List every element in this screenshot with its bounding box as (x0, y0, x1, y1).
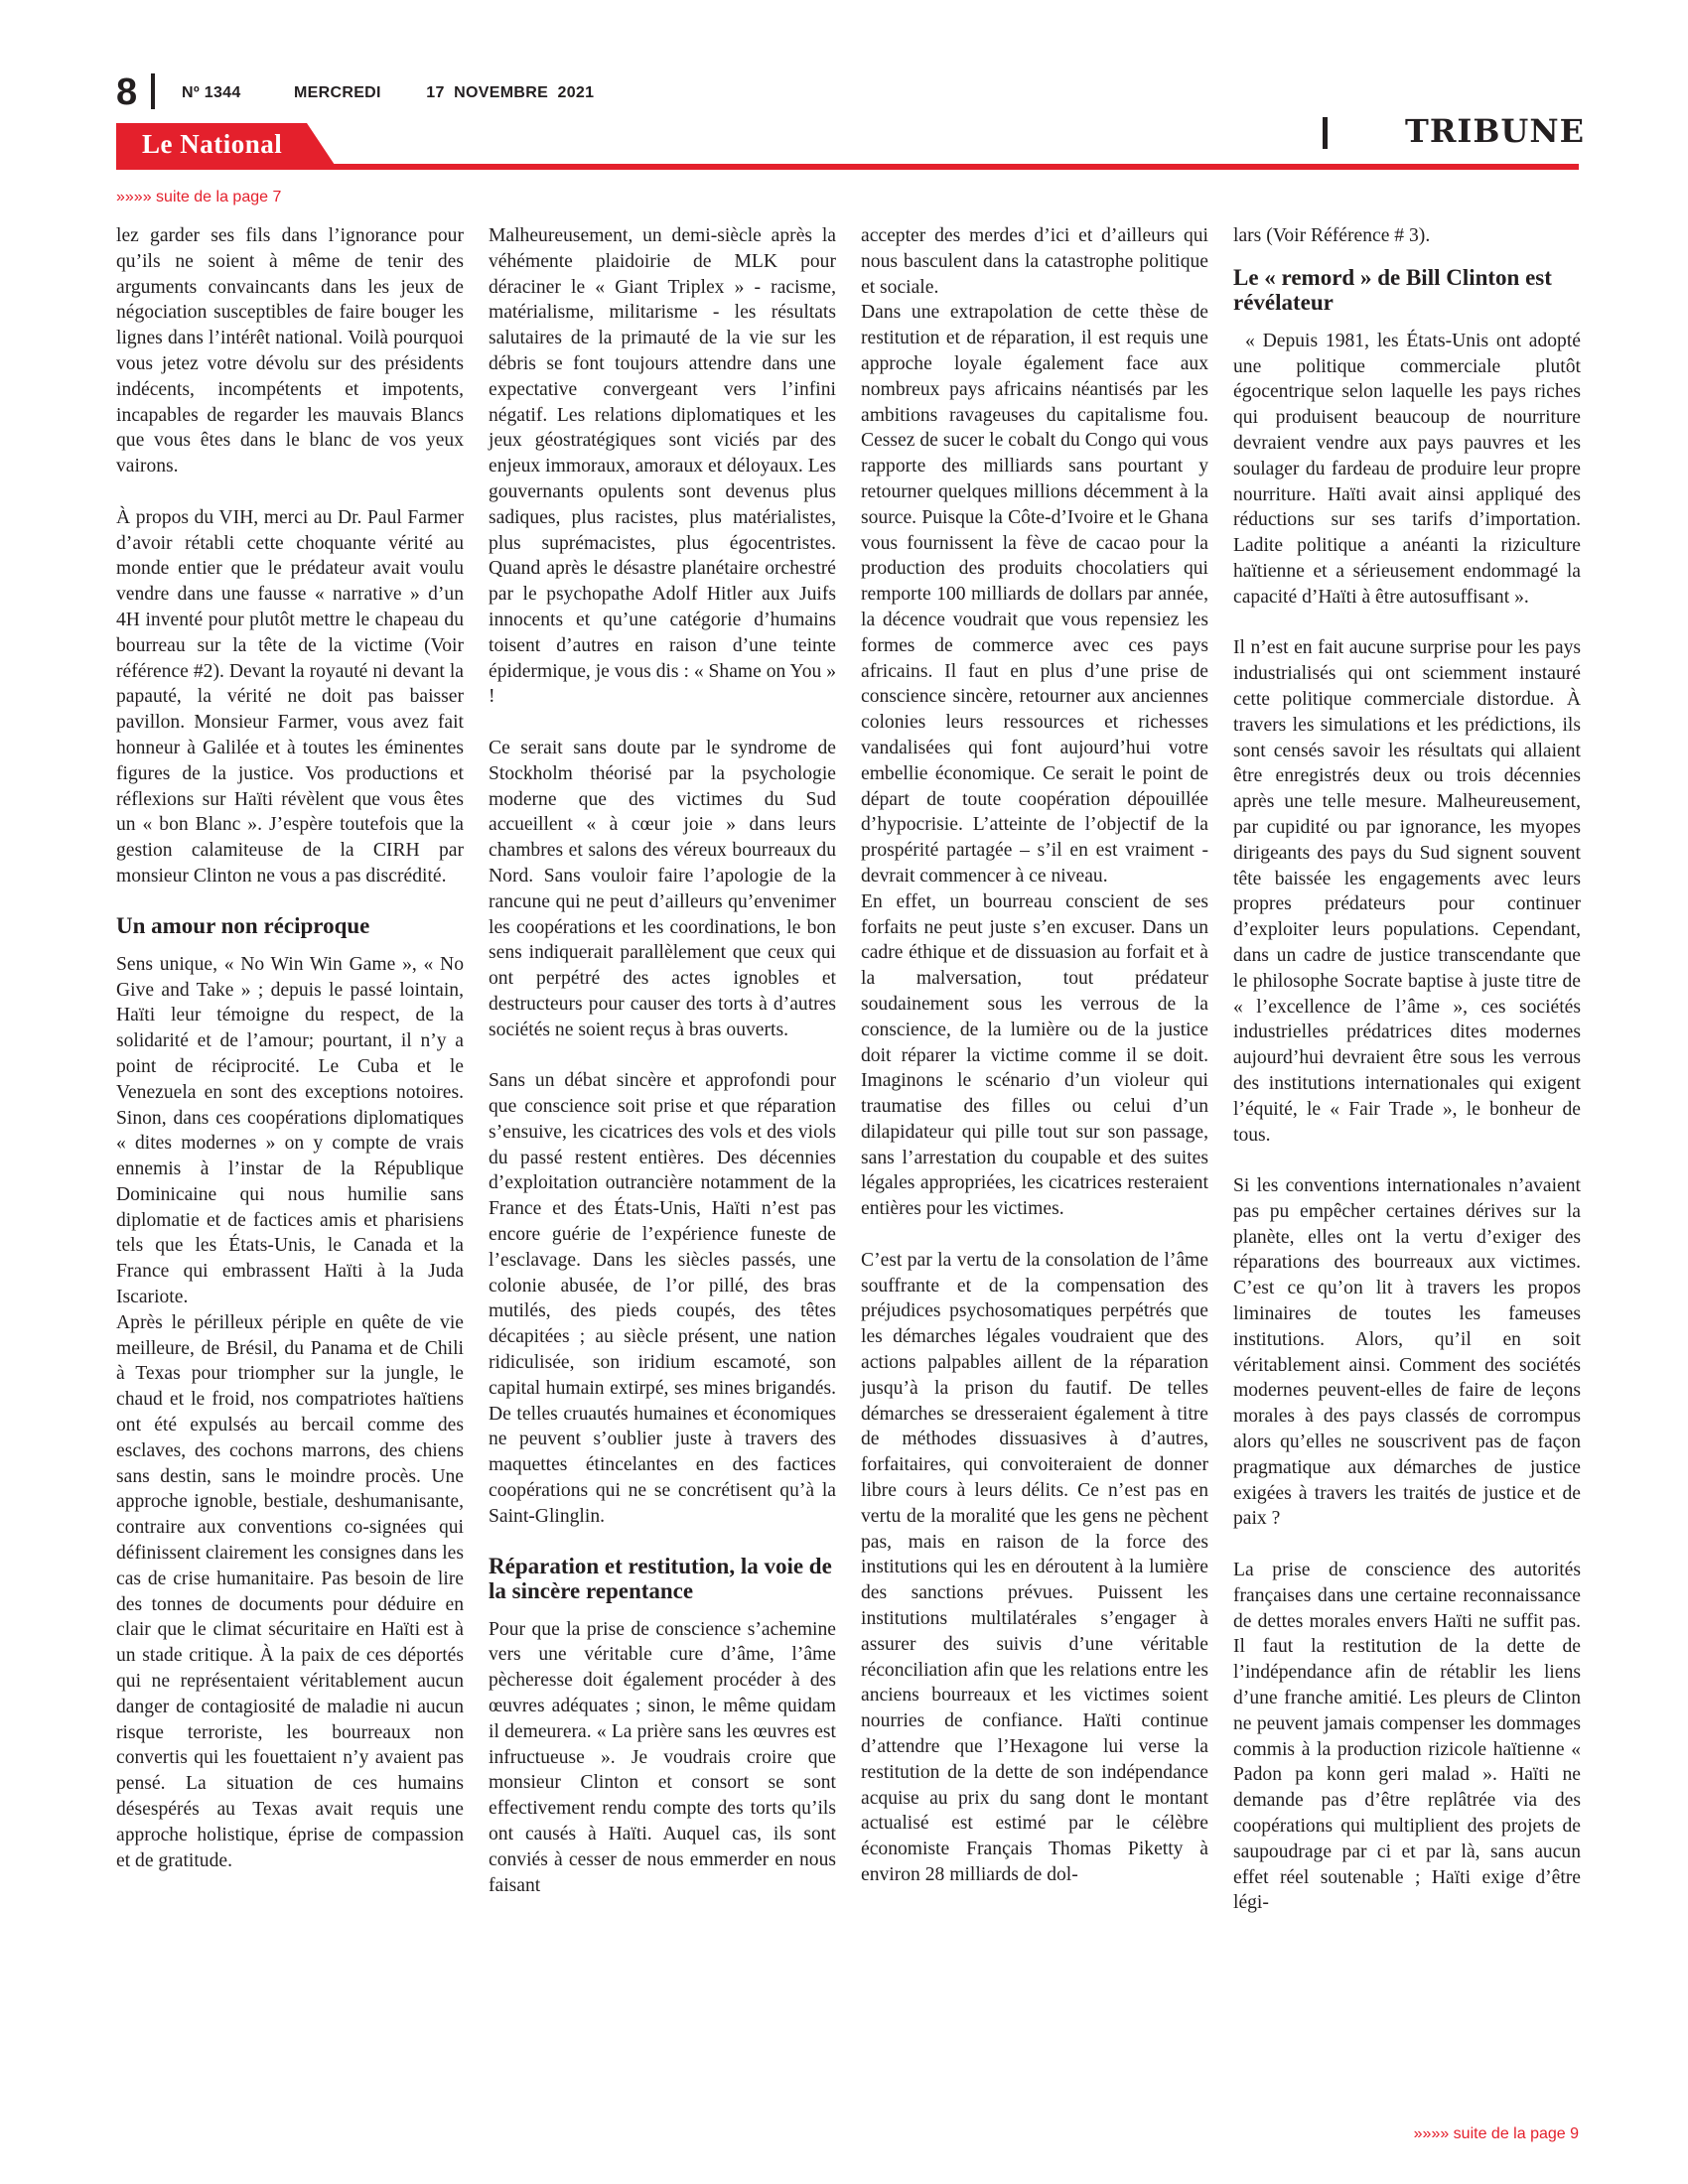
issue-date: 17 NOVEMBRE 2021 (426, 84, 595, 101)
subheading: Un amour non réciproque (116, 912, 370, 938)
paragraph: Après le périlleux périple en quête de vie meilleure, de Brésil, du Panama et de Chili à Texas pour triompher sur la jungle, le chaud et le froid, nos compatriotes haïtiens ont été expulsés au bercail comme des esclaves, des cochons marrons, des chiens sans destin, sans le moindre procès. Une approche ignoble, bestiale, deshumanisante, contraire aux conventions co-signées qui définissent clairement les consignes dans les cas de crise humanitaire. Pas besoin de lire des tonnes de documents pour déduire en clair que le climat sécuritaire en Haïti est à un stade critique. À la paix de ces déportés qui ne représentaient véritablement aucun danger de contagiosité de maladie ni aucun risque terroriste, les bourreaux non convertis qui les fouettaient n’y avaient pas pensé. La situation de ces humains désespérés au Texas avait requis une approche holistique, éprise de compassion et de gratitude. (116, 1311, 464, 1871)
issue-number: Nº 1344 (182, 84, 241, 101)
article-column-1 (116, 223, 464, 1873)
continued-to-link[interactable]: »»»» suite de la page 9 (1413, 2125, 1579, 2142)
paragraph: Sans un débat sincère et approfondi pour que conscience soit prise et que réparation s’ensuive, les cicatrices des vols et des viols du passé restent entières. Des décennies d’exploitation outrancière notamment de la France et des États-Unis, Haïti n’est pas encore guérie de l’expérience funeste de l’esclavage. Dans les siècles passés, une colonie abusée, de l’or pillé, des bras mutilés, des pieds coupés, des têtes décapitées ; au siècle présent, une nation ridiculisée, son iridium escamoté, son capital humain extirpé, ses mines brigandés. De telles cruautés humaines et économiques ne peuvent s’oublier juste à travers des maquettes étincelantes en des factices coopérations qui ne se concrétisent qu’à la Saint-Glinglin. (489, 1070, 836, 1527)
paragraph: Sens unique, « No Win Win Game », « No Give and Take » ; depuis le passé lointain, Haïti leur témoigne du respect, de la solidarité et de l’amour; pourtant, il n’y a point de réciprocité. Le Cuba et le Venezuela en sont des exceptions notoires. Sinon, dans ces coopérations diplomatiques « dites modernes » on y compte de vrais ennemis à l’instar de la République Dominicaine qui nous humilie sans diplomatie et de factices amis et pharisiens tels que les États-Unis, le Canada et la France qui embrassent Haïti à la Juda Iscariote. (116, 953, 464, 1308)
paragraph: « Depuis 1981, les États-Unis ont adopté une politique commerciale plutôt égocentrique selon laquelle les pays riches qui produisent beaucoup de nourriture devraient vendre aux pays pauvres et les soulager du fardeau de produire leur propre nourriture. Haïti avait ainsi appliqué des réductions sur ses tarifs d’importation. Ladite politique a anéanti la riziculture haïtienne et a sérieusement endommagé la capacité d’Haïti à être autosuffisant ». (1233, 330, 1581, 608)
page-number-divider (151, 73, 155, 109)
brand-banner (116, 123, 335, 165)
paragraph: En effet, un bourreau conscient de ses forfaits ne peut juste s’en excuser. Dans un cadre éthique et de dissuasion au forfait et à la malversation, tout prédateur soudainement sous les verrous de la conscience, de la lumière ou de la justice doit réparer la victime comme il se doit. Imaginons le scénario d’un violeur qui traumatise des filles ou celui d’un dilapidateur qui pille tout sur son passage, sans l’arrestation du coupable et des suites légales appropriées, les cicatrices resteraient entières pour les victimes. (861, 890, 1208, 1220)
brand-name: Le National (142, 129, 283, 159)
paragraph: Si les conventions internationales n’avaient pas pu empêcher certaines dérives sur la planète, elles ont la vertu d’exiger des réparations des bourreaux aux victimes. C’est ce qu’on lit à travers les propos liminaires de toutes les fameuses institutions. Alors, qu’il en soit véritablement ainsi. Comment des sociétés modernes peuvent-elles de faire de leçons morales à des pays classés de corrompus alors qu’elles ne souscrivent pas de façon pragmatique aux démarches de justice exigées à travers les traités de justice et de paix ? (1233, 1175, 1581, 1530)
paragraph: À propos du VIH, merci au Dr. Paul Farmer d’avoir rétabli cette choquante vérité au monde entier que le prédateur avait voulu vendre dans une fausse « narrative » d’un 4H inventé pour plutôt mettre le chapeau du bourreau sur la tête de la victime (Voir référence #2). Devant la royauté ni devant la papauté, la vérité ne doit pas baisser pavillon. Monsieur Farmer, vous avez fait honneur à Galilée et à toutes les éminentes figures de la justice. Vos productions et réflexions sur Haïti révèlent que vous êtes un « bon Blanc ». J’espère toutefois que la gestion calamiteuse de la CIRH par monsieur Clinton ne vous a pas discrédité. (116, 506, 464, 887)
issue-weekday: MERCREDI (294, 84, 381, 101)
paragraph: C’est par la vertu de la consolation de l’âme souffrante et de la compensation des préjudices psychosomatiques perpétrés que les démarches légales voudraient que des actions palpables aillent de la réparation jusqu’à la prison du fautif. De telles démarches se dresseraient également à titre de méthodes dissuasives à d’autres, forfaitaires, qui convoiteraient de donner libre cours à leurs délits. Ce n’est pas en vertu de la moralité que les gens ne pèchent pas, mais en raison de la force des institutions qui les en déroutent à la lumière des sanctions prévues. Puissent les institutions multilatérales s’engager à assurer des suivis d’une véritable réconciliation afin que les relations entre les anciens bourreaux et les victimes soient nourries de confiance. Haïti continue d’attendre que l’Hexagone lui verse la restitution de la dette de son indépendance acquise au prix du sang dont le montant actualisé est estimé par le célèbre économiste Français Thomas Piketty à environ 28 milliards de dol- (861, 1249, 1208, 1885)
paragraph: lars (Voir Référence # 3). (1233, 225, 1431, 246)
paragraph: Pour que la prise de conscience s’achemine vers une véritable cure d’âme, l’âme pècheresse doit également procéder à des œuvres adéquates ; sinon, le même quidam il demeurera. « La prière sans les œuvres est infructueuse ». Je voudrais croire que monsieur Clinton et consort se sont effectivement rendu compte des torts qu’ils ont causés à Haïti. Auquel cas, ils sont conviés à cesser de nous emmerder en nous faisant (489, 1618, 836, 1896)
paragraph: Dans une extrapolation de cette thèse de restitution et de réparation, il est requis une approche loyale également face aux nombreux pays africains néantisés par les ambitions ravageuses du capitalisme fou. Cessez de sucer le cobalt du Congo qui vous rapporte des milliards sans pourtant y retourner quelques millions décemment à la source. Puisque la Côte-d’Ivoire et le Ghana vous fournissent la fève de cacao pour la production des produits chocolatiers qui remporte 100 milliards de dollars par année, la décence voudrait que vous repensiez les formes de commerce avec ces pays africains. Il faut en plus d’une prise de conscience sincère, retourner aux anciennes colonies leurs ressources et richesses vandalisées qui font aujourd’hui votre embellie économique. Ce serait le point de départ de toute coopération dépouillée d’hypocrisie. L’atteinte de l’objectif de la prospérité partagée – s’il en est vraiment - devrait commencer à ce niveau. (861, 302, 1208, 887)
page-header (116, 73, 1576, 113)
paragraph: Malheureusement, un demi-siècle après la véhémente plaidoirie de MLK pour déraciner le « Giant Triplex » - racisme, matérialisme, militarisme - les résultats salutaires de la primauté de la vie sur les débris se font toujours attendre dans une expectative convergeant vers l’infini négatif. Les relations diplomatiques et les jeux géostratégiques sont viciés par des enjeux immoraux, amoraux et déloyaux. Les gouvernants opulents sont devenus plus sadiques, plus racistes, plus matérialistes, plus suprémacistes, plus égocentristes. Quand après le désastre planétaire orchestré par le psychopathe Adolf Hitler aux Juifs innocents et qu’une catégorie d’humains toisent d’autres en raison d’une teinte épidermique, je vous dis : « Shame on You » ! (489, 225, 836, 708)
article-column-2 (489, 223, 836, 1898)
section-divider (1323, 117, 1328, 149)
subheading: Le « remord » de Bill Clinton est révélateur (1233, 264, 1552, 315)
paragraph: Ce serait sans doute par le syndrome de Stockholm théorisé par la psychologie moderne que des victimes du Sud accueillent « à cœur joie » dans leurs chambres et salons des véreux bourreaux du Nord. Sans vouloir faire l’apologie de la rancune qui ne peut d’ailleurs qu’envenimer les coopérations et les coordinations, le bon sens indiquerait parallèlement que ceux qui ont perpétré des actes ignobles et destructeurs pour causer des torts à d’autres sociétés ne soient reçus à bras ouverts. (489, 737, 836, 1040)
subheading: Réparation et restitution, la voie de la sincère repentance (489, 1553, 832, 1603)
paragraph: Il n’est en fait aucune surprise pour les pays industrialisés qui ont sciemment instauré cette politique commerciale distordue. À travers les simulations et les prédictions, ils sont censés savoir les résultats qui allaient être enregistrés deux ou trois décennies après une telle mesure. Malheureusement, par cupidité ou par ignorance, les myopes dirigeants des pays du Sud signent souvent tête baissée les engagements avec leurs propres prédateurs pour continuer d’exploiter leurs populations. Cependant, dans un cadre de justice transcendante que le philosophe Socrate baptise à juste titre de « l’excellence de l’âme », ces sociétés industrielles prédatrices dites modernes aujourd’hui devraient être sous les verrous des institutions internationales qui exigent l’équité, le « Fair Trade », le bonheur de tous. (1233, 637, 1581, 1146)
article-column-4 (1233, 223, 1581, 1916)
issue-info (182, 84, 594, 102)
paragraph: accepter des merdes d’ici et d’ailleurs qui nous basculent dans la catastrophe politique et sociale. (861, 225, 1208, 298)
continued-from-link[interactable]: »»»» suite de la page 7 (116, 189, 282, 205)
page-number: 8 (116, 71, 138, 113)
header-rule (116, 164, 1579, 170)
paragraph: La prise de conscience des autorités françaises dans une certaine reconnaissance de dettes morales envers Haïti ne suffit pas. Il faut la restitution de la dette de l’indépendance afin de rétablir les liens d’une franche amitié. Les pleurs de Clinton ne peuvent jamais compenser les dommages commis à la production rizicole haïtienne « Padon pa konn geri malad ». Haïti ne demande pas d’être replâtrée via des coopérations qui multiplient des projets de saupoudrage par ci et par là, sans aucun effet réel soutenable ; Haïti exige d’être légi- (1233, 1560, 1581, 1914)
article-column-3 (861, 223, 1208, 1888)
paragraph: lez garder ses fils dans l’ignorance pour qu’ils ne soient à même de tenir des arguments convaincants dans les jeux de négociation susceptibles de faire bouger les lignes dans l’intérêt national. Voilà pourquoi vous jetez votre dévolu sur des présidents indécents, incompétents et impotents, incapables de regarder les mauvais Blancs que vous êtes dans le blanc de vos yeux vairons. (116, 225, 464, 478)
section-title: TRIBUNE (1405, 112, 1585, 150)
